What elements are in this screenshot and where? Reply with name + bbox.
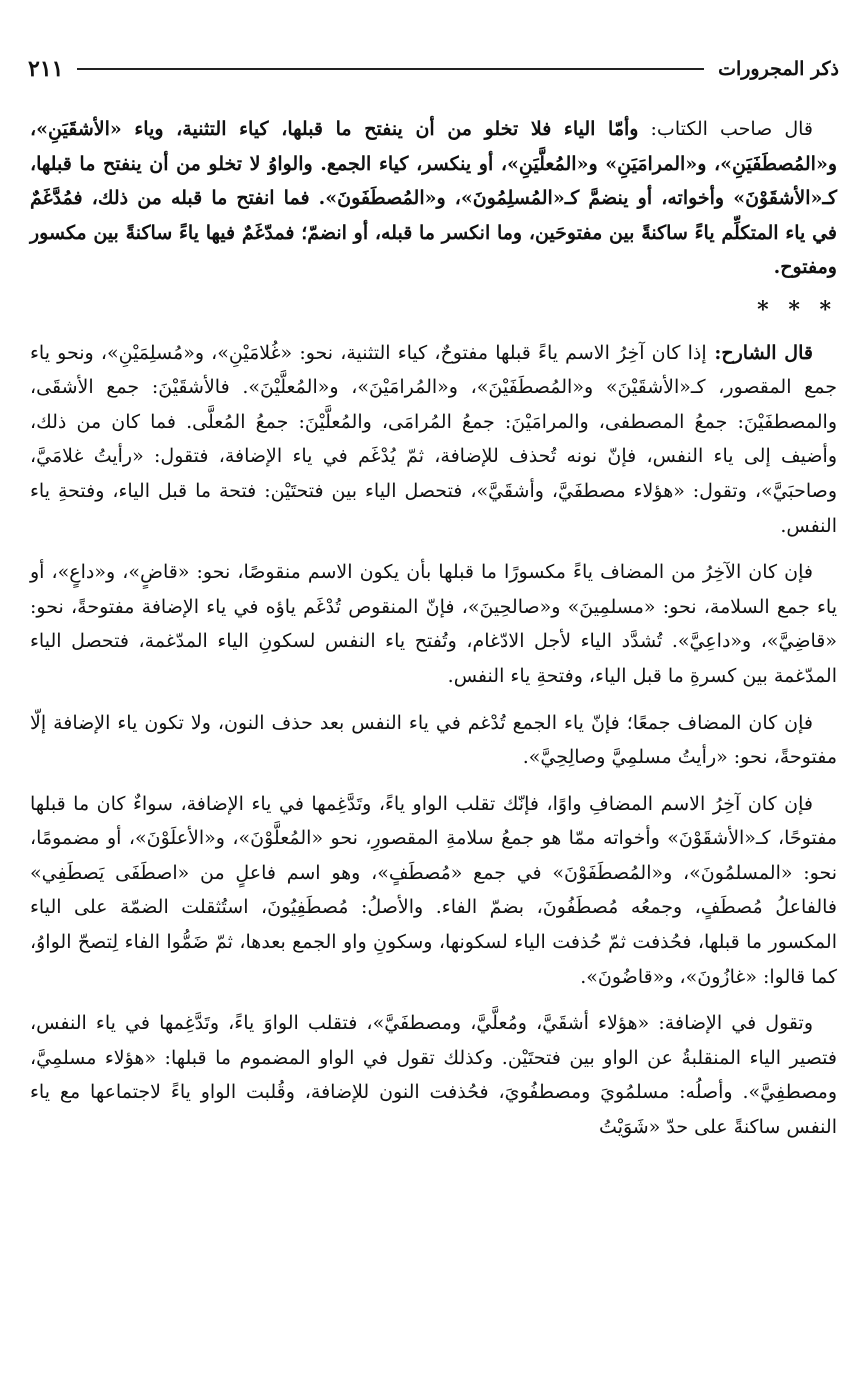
- paragraph-4: فإن كان المضاف جمعًا؛ فإنّ ياء الجمع تُدْغم في ياء النفس بعد حذف النون، ولا تكون ياء الإضافة إلّا مفتوحةً، نحو: «رأيتُ مسلمِيَّ وصالِحِيَّ».: [30, 711, 837, 769]
- section-separator: * * *: [757, 296, 837, 323]
- author-text: وأمّا الياء فلا تخلو من أن ينفتح ما قبلها، كياء التثنية، وياء «الأشقَيَنِ»، و«المُصطَفَيَنِ»، و«المرامَيَنِ» و«المُعلَّيَنِ»، أو ينكسر، كياء الجمع. والواوُ لا تخلو من أن ينفتح ما قبلها، كـ«الأشقَوْنَ» وأخواته، أو ينضمَّ كـ«المُسلِمُونَ»، و«المُصطَفَونَ». فما انفتح ما قبله من ذلك، فمُدَّغَمٌ في ياء المتكلِّم ياءً ساكنةً بين مفتوحَين، وما انكسر ما قبله، أو انضمّ؛ فمدّغَمٌ فيها ياءً ساكنةً بين مكسور ومفتوح.: [30, 118, 837, 279]
- commentator-paragraph: [30, 336, 837, 544]
- page-body: [30, 112, 837, 1145]
- page-header: [28, 52, 839, 86]
- running-title: ذكر المجرورات: [718, 58, 839, 80]
- paragraph-5: فإن كان آخِرُ الاسم المضافِ واوًا، فإنّك تقلب الواو ياءً، وتَدَّغِمها في ياء الإضافة، سواءٌ كان ما قبلها مفتوحًا، كـ«الأشقَوْنَ» وأخواته ممّا هو جمعُ سلامةِ المقصورِ، نحو «المُعلَّوْنَ»، و«الأعلَوْنَ»، أو مضمومًا، نحو: «المسلمُونَ»، و«المُصطَفَوْنَ» في جمع «مُصطَفٍ»، وهو اسم فاعلٍ من «اصطَفَى يَصطَفِي» فالفاعلُ مُصطَفٍ، وجمعُه مُصطَفُونَ، بضمّ الفاء. والأصلُ: مُصطَفِيُونَ، استُثقلت الضمّة على الياء المكسور ما قبلها، فحُذفت ثمّ حُذفت الياء لسكونها، وسكونِ واو الجمع بعدها، ثمّ ضَمُّوا الفاء لِتصحّ الواوُ، كما قالوا: «غازُونَ»، و«قاضُونَ».: [30, 792, 837, 988]
- commentator-label: قال الشارح:: [706, 341, 813, 364]
- header-rule: [77, 68, 704, 70]
- author-paragraph: [30, 112, 837, 285]
- commentator-text: إذا كان آخِرُ الاسم ياءً قبلها مفتوحٌ، كياء التثنية، نحو: «غُلامَيْنِ»، و«مُسلِمَيْنِ»، ونحو ياء جمع المقصور، كـ«الأشقَيْنَ» و«المُصطَفَيْنَ»، و«المُرامَيْنَ»، و«المُعلَّيْنَ». فالأشقَيْنَ: جمع الأشقَى، والمصطفَيْنَ: جمعُ المصطفى، والمرامَيْنَ: جمعُ المُرامَى، والمُعلَّيْنَ: جمعُ المُعلَّى. فما كان من ذلك، وأضيف إلى ياء النفس، فإنّ نونه تُحذف للإضافة، ثمّ يُدْغَم في ياء الإضافة، فتقول: «رأيتُ غلامَيَّ، وصاحبَيَّ»، وتقول: «هؤلاء مصطفَيَّ، وأشقَيَّ»، فتحصل الياء بين فتحتَيْن: فتحة ما قبل الياء، وفتحةِ ياء النفس.: [30, 341, 837, 537]
- page-number: ٢١١: [28, 56, 64, 82]
- paragraph-6: وتقول في الإضافة: «هؤلاء أشقَيَّ، ومُعلَّيَّ، ومصطفَيَّ»، فتقلب الواوَ ياءً، وتَدَّغِمها في ياء النفس، فتصير الياء المنقلبةُ عن الواو بين فتحتَيْن. وكذلك تقول في الواو المضموم ما قبلها: «هؤلاء مسلمِيَّ، ومصطفِيَّ». وأصلُه: مسلمُويَ ومصطفُويَ، فحُذفت النون للإضافة، وقُلبت الواو ياءً لاجتماعها مع ياء النفس ساكنةً على حدّ «شَوَيْتُ: [30, 1012, 837, 1139]
- paragraph-3: فإن كان الآخِرُ من المضاف ياءً مكسورًا ما قبلها بأن يكون الاسم منقوصًا، نحو: «قاضٍ»، و«داعٍ»، أو ياء جمع السلامة، نحو: «مسلمِينَ» و«صالحِينَ»، فإنّ المنقوص تُدْغَم ياؤه في ياء الإضافة مفتوحةً، نحو: «قاضِيَّ»، و«داعِيَّ». تُشدَّد الياء لأجل الادّغام، وتُفتح ياء النفس لسكونِ الياء المدّغمة، فتحصل الياء المدّغمة بين كسرةِ ما قبل الياء، وفتحةِ ياء النفس.: [30, 561, 837, 687]
- author-label: قال صاحب الكتاب:: [638, 118, 813, 140]
